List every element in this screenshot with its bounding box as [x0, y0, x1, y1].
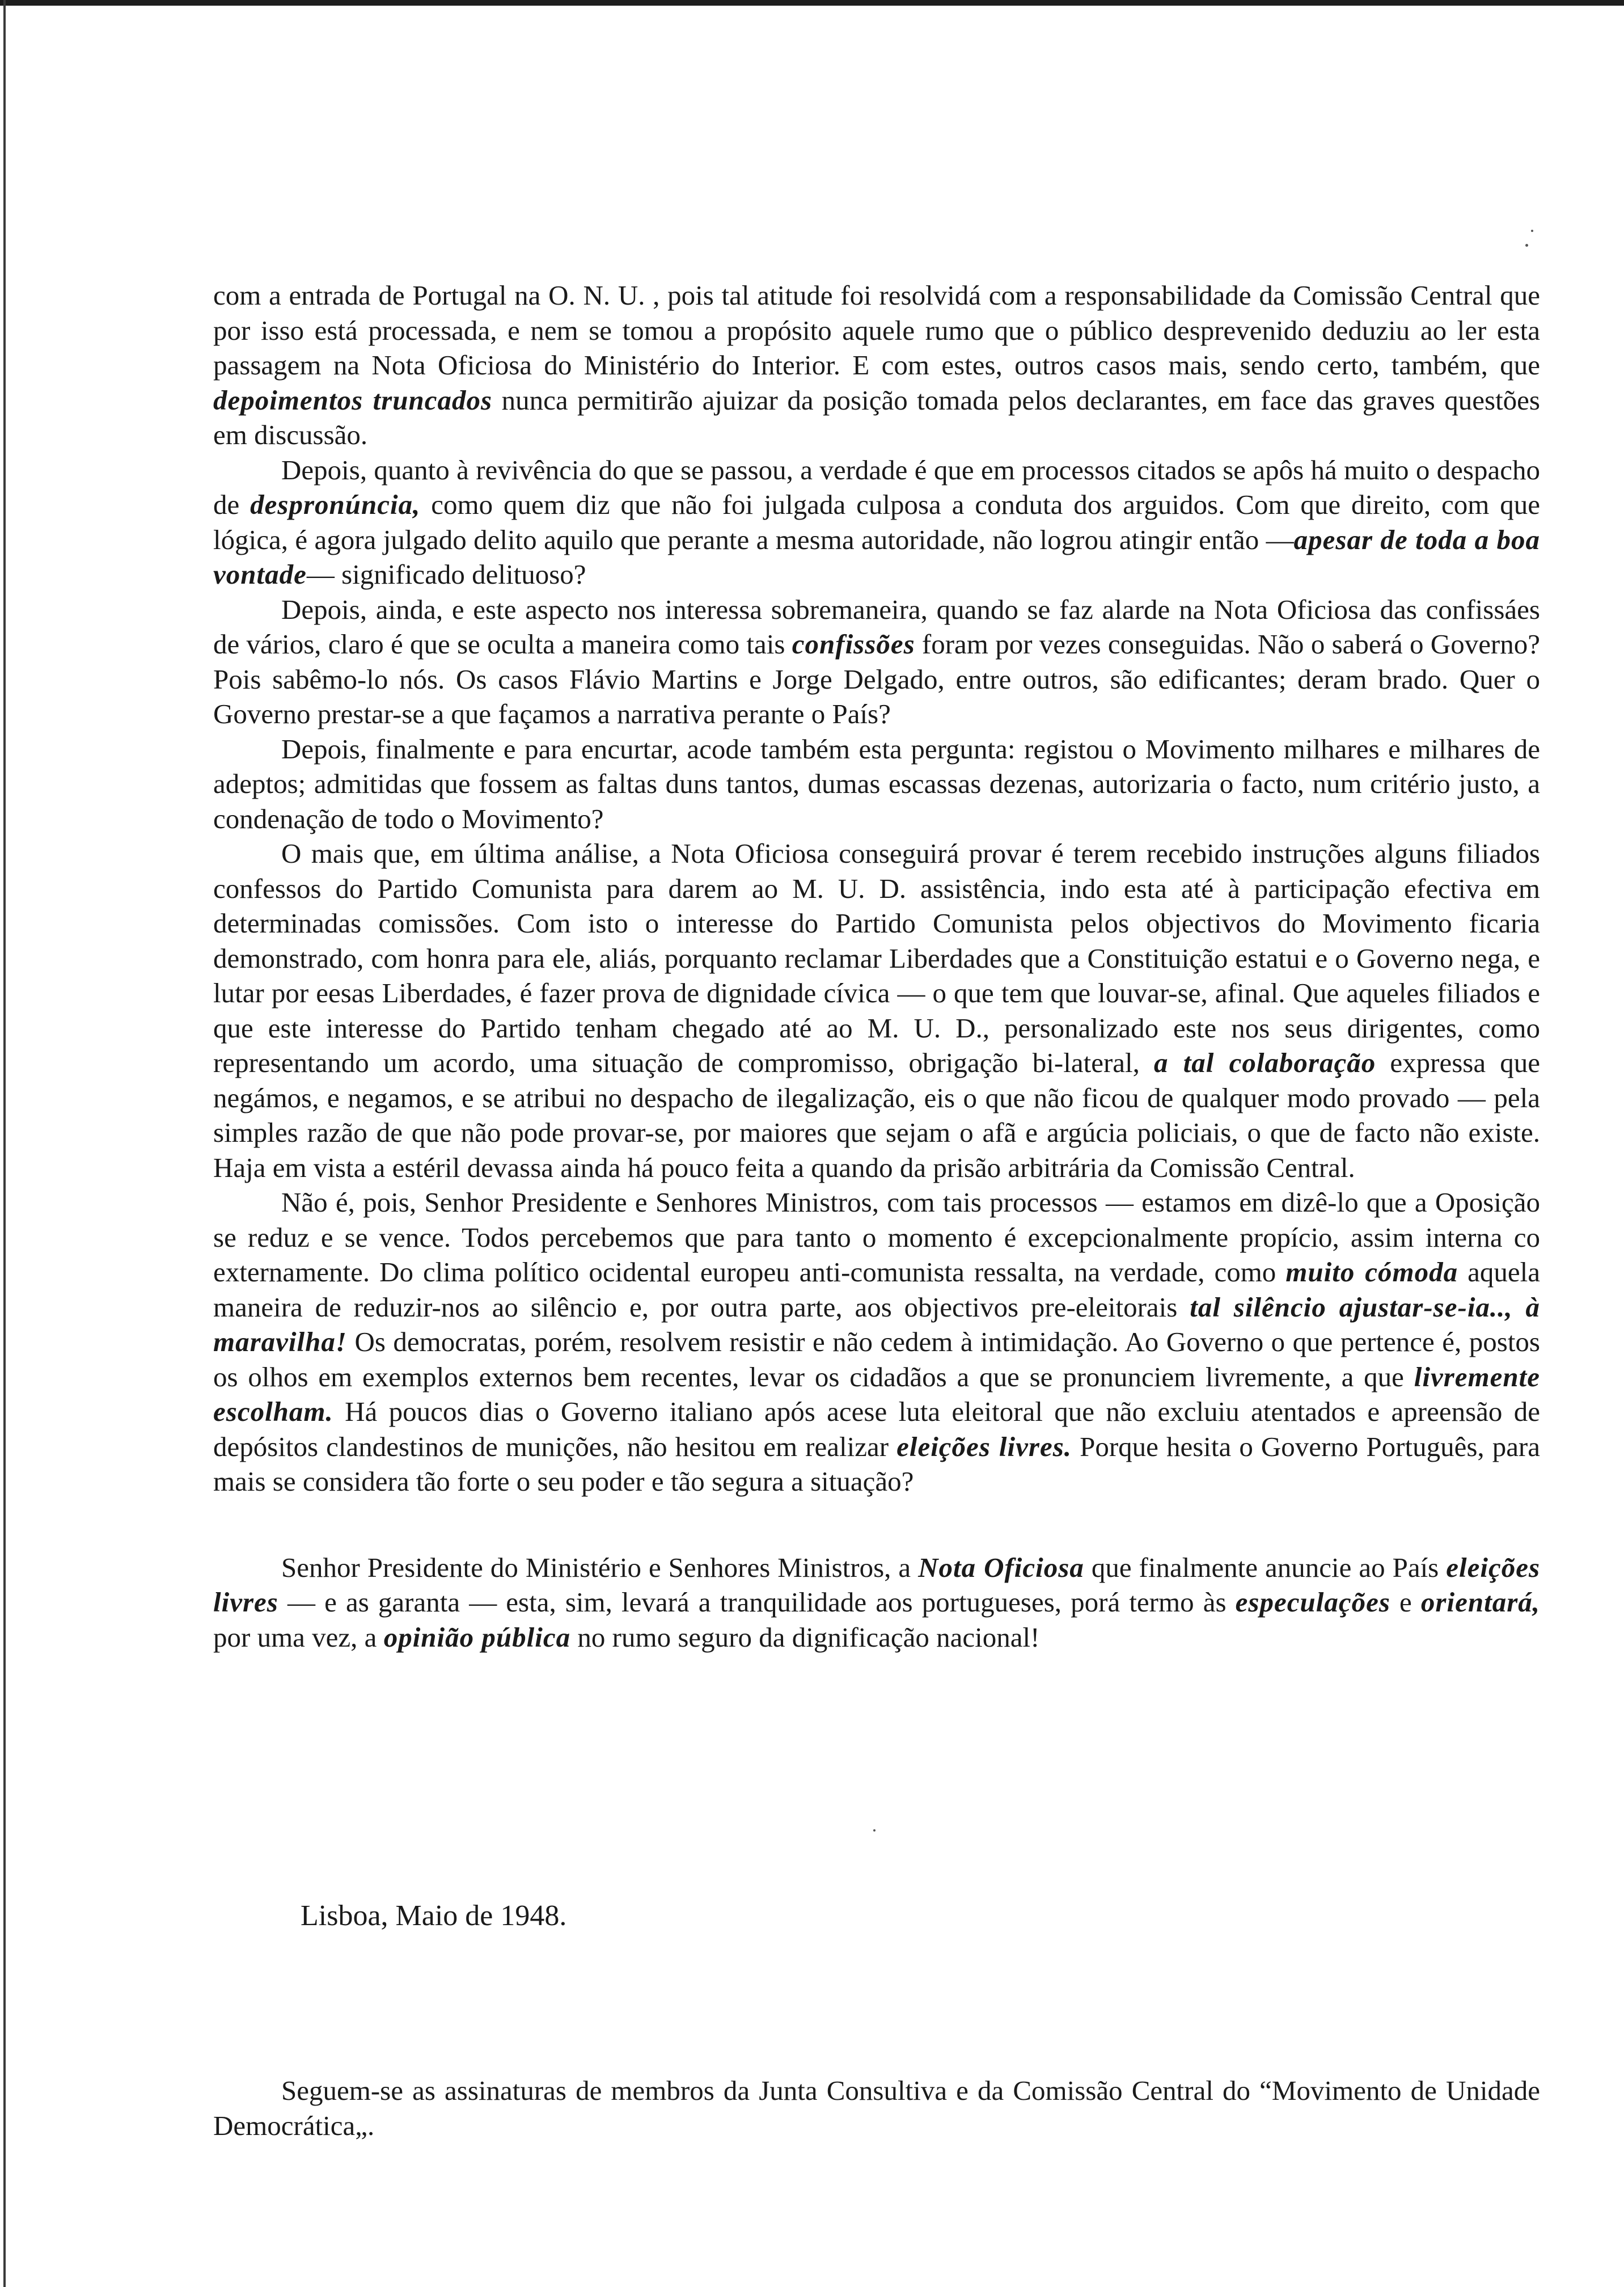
- paragraph-5: O mais que, em última análise, a Nota Oficiosa conseguirá provar é terem recebido instruções alguns filiados confessos do Partido Comunista para darem ao M. U. D. assistência, indo esta até à participação efectiva em determinadas comissões. Com isto o interesse do Partido Comunista pelos objectivos do Movimento ficaria demonstrado, com honra para ele, aliás, porquanto reclamar Liberdades que a Constituição estatui e o Governo nega, e lutar por eesas Liberdades, é fazer prova de dignidade cívica — o que tem que louvar-se, afinal. Que aqueles filiados e que este interesse do Partido tenham chegado até ao M. U. D., personalizado este nos seus dirigentes, como representando um acordo, uma situação de compromisso, obrigação bi-lateral, a tal colaboração expressa que negámos, e negamos, e se atribui no despacho de ilegalização, eis o que não ficou de qualquer modo provado — pela simples razão de que não pode provar-se, por maiores que sejam o afã e argúcia policiais, o que de facto não existe. Haja em vista a estéril devassa ainda há pouco feita a quando da prisão arbitrária da Comissão Central.: [213, 838, 1541, 1183]
- scan-left-edge: [3, 0, 6, 2287]
- paragraph-3: Depois, ainda, e este aspecto nos interessa sobremaneira, quando se faz alarde na Nota Oficiosa das confissáes de vários, claro é que se oculta a maneira como tais confissões foram por vezes conseguidas. Não o saberá o Governo? Pois sabêmo-lo nós. Os casos Flávio Martins e Jorge Delgado, entre outros, são edificantes; deram brado. Quer o Governo prestar-se a que façamos a narrativa perante o País?: [213, 593, 1541, 729]
- paragraph-6: Não é, pois, Senhor Presidente e Senhores Ministros, com tais processos — estamos em dizê-lo que a Oposição se reduz e se vence. Todos percebemos que para tanto o momento é excepcionalmente propício, assim interna co externamente. Do clima político ocidental europeu anti-comunista ressalta, na verdade, como muito cómoda aquela maneira de reduzir-nos ao silêncio e, por outra parte, aos objectivos pre-eleitorais tal silêncio ajustar-se-ia.., à maravilha! Os democratas, porém, resolvem resistir e não cedem à intimidação. Ao Governo o que pertence é, postos os olhos em exemplos externos bem recentes, levar os cidadãos a que se pronunciem livremente, a que livremente escolham. Há poucos dias o Governo italiano após acese luta eleitoral que não excluiu atentados e apreensão de depósitos clandestinos de munições, não hesitou em realizar eleições livres. Porque hesita o Governo Português, para mais se considera tão forte o seu poder e tão segura a situação?: [213, 1187, 1541, 1497]
- paragraph-1: com a entrada de Portugal na O. N. U. , pois tal atitude foi resolvidá com a responsabilidade da Comissão Central que por isso está processada, e nem se tomou a propósito aquele rumo que o público desprevenido deduziu ao ler esta passagem na Nota Oficiosa do Ministério do Interior. E com estes, outros casos mais, sendo certo, também, que depoimentos truncados nunca permitirão ajuizar da posição tomada pelos declarantes, em face das graves questões em discussão.: [213, 280, 1540, 450]
- signatures-note: Seguem-se as assinaturas de membros da Junta Consultiva e da Comissão Central do “Movimento de Unidade Democrática„.: [213, 2075, 1540, 2141]
- place-date: Lisboa, Maio de 1948.: [301, 1900, 567, 1932]
- paragraph-4: Depois, finalmente e para encurtar, acode também esta pergunta: registou o Movimento milhares e milhares de adeptos; admitidas que fossem as faltas duns tantos, dumas escassas dezenas, autorizaria o facto, num critério justo, a condenação de todo o Movimento?: [213, 733, 1540, 834]
- scan-speck: [1525, 244, 1528, 247]
- closing-paragraph: Senhor Presidente do Ministério e Senhores Ministros, a Nota Oficiosa que finalmente anuncie ao País eleições livres — e as garanta — esta, sim, levará a tranquilidade aos portugueses, porá termo às especulações e orientará, por uma vez, a opinião pública no rumo seguro da dignificação nacional!: [213, 1551, 1541, 1653]
- scan-speck: [873, 1829, 876, 1832]
- letter-body: [213, 278, 1540, 1655]
- scan-top-edge: [0, 0, 1624, 12]
- paragraph-gap: [213, 1499, 1540, 1550]
- scan-speck: [1531, 230, 1533, 232]
- paragraph-2: Depois, quanto à revivência do que se passou, a verdade é que em processos citados se apôs há muito o despacho de despronúncia, como quem diz que não foi julgada culposa a conduta dos arguidos. Com que direito, com que lógica, é agora julgado delito aquilo que perante a mesma autoridade, não logrou atingir então —apesar de toda a boa vontade— significado delituoso?: [213, 454, 1540, 590]
